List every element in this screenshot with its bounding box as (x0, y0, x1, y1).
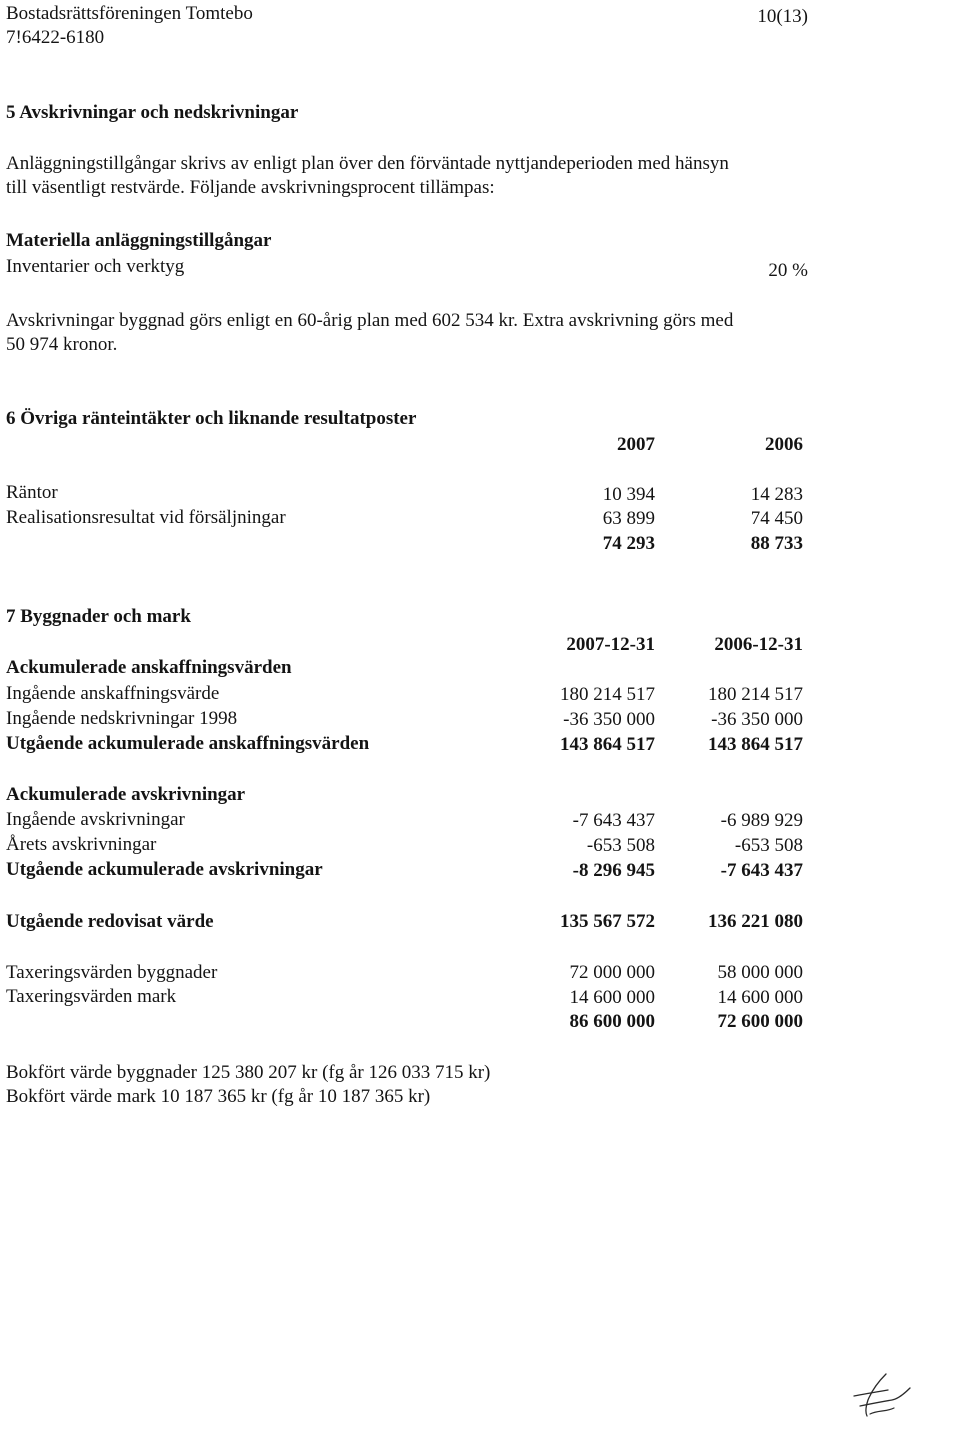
acquisition-total-label: Utgående ackumulerade anskaffningsvärden (6, 733, 370, 754)
section-7-title: 7 Byggnader och mark (6, 606, 191, 627)
acquisition-total-2007: 143 864 517 (560, 734, 655, 755)
section-6-col-2007: 2007 (617, 434, 655, 455)
section-6-title: 6 Övriga ränteintäkter och liknande resultatposter (6, 408, 417, 429)
section-6-row-label: Realisationsresultat vid försäljningar (6, 507, 286, 528)
footnote-book-value-buildings: Bokfört värde byggnader 125 380 207 kr (fg år 126 033 715 kr) (6, 1062, 491, 1083)
acquisition-row-value-2006: 180 214 517 (708, 684, 803, 705)
section-6-row-value-2007: 63 899 (602, 508, 655, 529)
section-6-col-2006: 2006 (765, 434, 803, 455)
section-6-row-value-2007: 10 394 (602, 484, 655, 505)
depreciation-row-value-2007: -653 508 (586, 835, 655, 856)
acquisition-row-value-2006: -36 350 000 (711, 709, 803, 730)
acquisition-total-2006: 143 864 517 (708, 734, 803, 755)
acquisition-row-label: Ingående anskaffningsvärde (6, 683, 220, 704)
depreciation-row-value-2006: -6 989 929 (720, 810, 803, 831)
acquisition-heading: Ackumulerade anskaffningsvärden (6, 657, 292, 678)
tax-value-row-2007: 14 600 000 (569, 987, 655, 1008)
section-6-row-value-2006: 74 450 (750, 508, 803, 529)
depreciation-row-label: Ingående avskrivningar (6, 809, 185, 830)
depreciation-item-label: Inventarier och verktyg (6, 256, 185, 277)
footnote-book-value-land: Bokfört värde mark 10 187 365 kr (fg år 10 187 365 kr) (6, 1086, 431, 1107)
book-value-2006: 136 221 080 (708, 911, 803, 932)
section-6-total-2007: 74 293 (602, 533, 655, 554)
tax-value-row-2006: 58 000 000 (717, 962, 803, 983)
section-6-row-value-2006: 14 283 (750, 484, 803, 505)
page-number: 10(13) (757, 6, 808, 27)
depreciation-heading: Ackumulerade avskrivningar (6, 784, 246, 805)
signature-initials (848, 1370, 918, 1420)
depreciation-row-label: Årets avskrivningar (6, 834, 157, 855)
tax-value-total-2006: 72 600 000 (717, 1011, 803, 1032)
depreciation-row-value-2007: -7 643 437 (572, 810, 655, 831)
depreciation-total-2006: -7 643 437 (720, 860, 803, 881)
section-7-col-2006: 2006-12-31 (714, 634, 803, 655)
organization-name: Bostadsrättsföreningen Tomtebo (6, 3, 253, 24)
book-value-2007: 135 567 572 (560, 911, 655, 932)
tax-value-row-2007: 72 000 000 (569, 962, 655, 983)
section-5-subtitle: Materiella anläggningstillgångar (6, 230, 272, 251)
organization-number: 7!6422-6180 (6, 27, 105, 48)
book-value-label: Utgående redovisat värde (6, 911, 214, 932)
tax-value-total-2007: 86 600 000 (569, 1011, 655, 1032)
section-7-col-2007: 2007-12-31 (566, 634, 655, 655)
section-5-text-line-1: Anläggningstillgångar skrivs av enligt plan över den förväntade nyttjandeperioden med hänsyn (6, 153, 729, 174)
section-5-title: 5 Avskrivningar och nedskrivningar (6, 102, 299, 123)
tax-value-row-label: Taxeringsvärden mark (6, 986, 177, 1007)
section-5-text-line-2: till väsentligt restvärde. Följande avskrivningsprocent tillämpas: (6, 177, 495, 198)
depreciation-row-value-2006: -653 508 (734, 835, 803, 856)
section-5-note-line-1: Avskrivningar byggnad görs enligt en 60-årig plan med 602 534 kr. Extra avskrivning görs med (6, 310, 734, 331)
section-6-row-label: Räntor (6, 482, 58, 503)
tax-value-row-2006: 14 600 000 (717, 987, 803, 1008)
depreciation-item-value: 20 % (768, 260, 808, 281)
tax-value-row-label: Taxeringsvärden byggnader (6, 962, 218, 983)
section-6-total-2006: 88 733 (750, 533, 803, 554)
acquisition-row-value-2007: -36 350 000 (563, 709, 655, 730)
acquisition-row-value-2007: 180 214 517 (560, 684, 655, 705)
depreciation-total-2007: -8 296 945 (572, 860, 655, 881)
acquisition-row-label: Ingående nedskrivningar 1998 (6, 708, 238, 729)
depreciation-total-label: Utgående ackumulerade avskrivningar (6, 859, 323, 880)
section-5-note-line-2: 50 974 kronor. (6, 334, 118, 355)
